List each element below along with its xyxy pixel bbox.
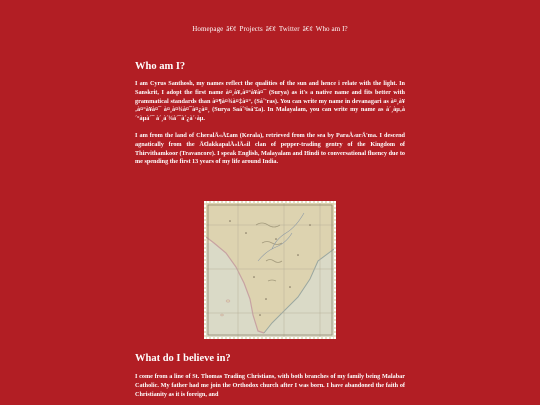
- section-heading: Who am I?: [135, 61, 186, 72]
- map-figure: [135, 201, 405, 339]
- beliefs-paragraph: I come from a line of St. Thomas Trading Christians, with both branches of my family being Malabar Catholic. My father had me join the Orthodox church after I was born. I have abandoned the faith of Christianity as it is foreign, and: [135, 373, 405, 398]
- nav-link-twitter[interactable]: Twitter: [278, 25, 300, 33]
- section-heading: What do I believe in?: [135, 353, 231, 364]
- nav-link-homepage[interactable]: Homepage: [192, 25, 224, 33]
- who-am-i-section: [135, 61, 405, 167]
- origin-paragraph: I am from the land of CheralÄ«Ä£am (Kerala), retrieved from the sea by ParaÅ›urÄ'ma. I descend agnatically from the Ä€lakkapalÄ«lÄ«il clan of pepper-trading gentry of the Kingdom of Thirvithamkoor (Travancore). I speak English, Malayalam and Hindi to conversational fluency due to me spending the first 13 years of my life around India.: [135, 131, 405, 166]
- beliefs-section: [135, 353, 405, 399]
- nav-link-who-am-i[interactable]: Who am I?: [315, 25, 348, 33]
- nav-separator: â€¢: [265, 25, 277, 33]
- antique-map-image: [204, 201, 336, 339]
- top-nav: [0, 0, 540, 33]
- intro-paragraph: I am Cyrus Santhosh, my names reflect the qualities of the sun and hence i relate with the light. In Sanskrit, I adopt the first name à¤¸à¥‚à¤°à¥à¤¯ (Surya) as it's a native name and fits better with grammatical standards than à¤¶à¤¾à¤‡à¤°, (Sáˆ'ras). You can write my name in devanagari as à¤¸à¥‚à¤°à¥à¤¯ à¤¸à¤¾à¤¯à¤¿à¤¸ (Surya Saáˆ¹isá'£a). In Malayalam, you can write my name as à´¸àµ‚à´°àµà´¯ à´¸à´¾à´¯à´¿à´·àµ.: [135, 80, 405, 123]
- nav-separator: â€¢: [226, 25, 237, 33]
- map-illustration: [206, 203, 334, 337]
- nav-separator: â€¢: [302, 25, 313, 33]
- nav-link-projects[interactable]: Projects: [239, 25, 263, 33]
